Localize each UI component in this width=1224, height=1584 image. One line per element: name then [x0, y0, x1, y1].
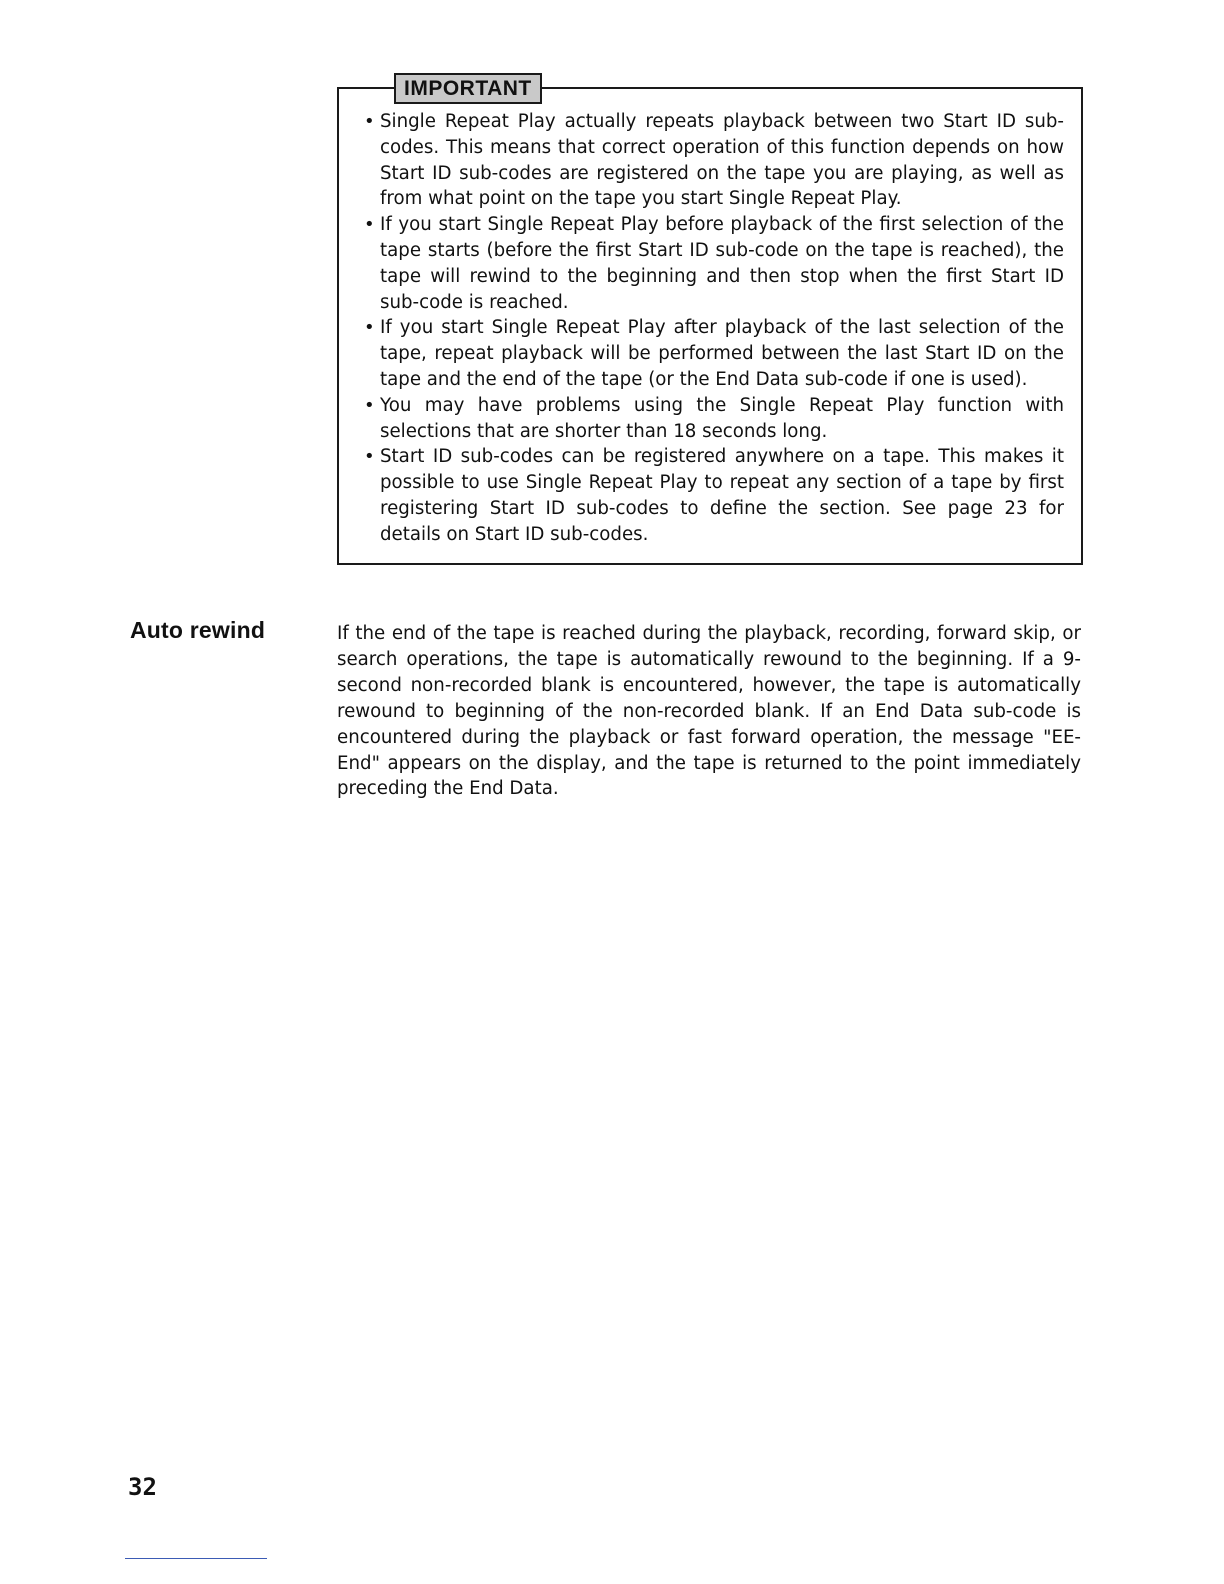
bullet-text: You may have problems using the Single Repeat Play function with selections that are shorter than 18 seconds long.: [380, 394, 1064, 442]
bullet-item: [364, 315, 1064, 392]
bullet-icon: •: [364, 446, 375, 468]
important-notice-box: [337, 77, 1083, 565]
bullet-item: [364, 212, 1064, 315]
footer-divider: [125, 1558, 267, 1559]
bullet-icon: •: [364, 111, 375, 132]
important-bullet-list: [364, 109, 1064, 548]
section-heading-auto-rewind: Auto rewind: [130, 617, 266, 643]
bullet-item: [364, 393, 1064, 445]
bullet-text: Single Repeat Play actually repeats playback between two Start ID sub-codes. This means that correct operation of this function depends on how Start ID sub-codes are registered on the tape you are playing, as well as from what point on the tape you start Single Repeat Play.: [380, 111, 1064, 210]
bullet-text: If you start Single Repeat Play after playback of the last selection of the tape, repeat playback will be performed between the last Start ID on the tape and the end of the tape (or the End Data sub-code if one is used).: [380, 317, 1064, 390]
auto-rewind-paragraph: If the end of the tape is reached during the playback, recording, forward skip, or search operations, the tape is automatically rewound to the beginning. If a 9-second non-recorded blank is encountered, however, the tape is automatically rewound to beginning of the non-recorded blank. If an End Data sub-code is encountered during the playback or fast forward operation, the message "EE-End" appears on the display, and the tape is returned to the point immediately preceding the End Data.: [337, 623, 1081, 800]
bullet-icon: •: [364, 394, 375, 416]
bullet-text: If you start Single Repeat Play before playback of the first selection of the tape starts (before the first Start ID sub-code on the tape is reached), the tape will rewind to the beginning and then stop when the first Start ID sub-code is reached.: [380, 214, 1064, 313]
bullet-item: [364, 109, 1064, 212]
bullet-icon: •: [364, 317, 375, 339]
bullet-text: Start ID sub-codes can be registered anywhere on a tape. This makes it possible to use Single Repeat Play to repeat any section of a tape by first registering Start ID sub-codes to define the section. See page 23 for details on Start ID sub-codes.: [380, 446, 1064, 545]
bullet-item: [364, 444, 1064, 547]
important-label: IMPORTANT: [394, 73, 542, 104]
page-number: 32: [128, 1473, 157, 1501]
bullet-icon: •: [364, 214, 375, 236]
